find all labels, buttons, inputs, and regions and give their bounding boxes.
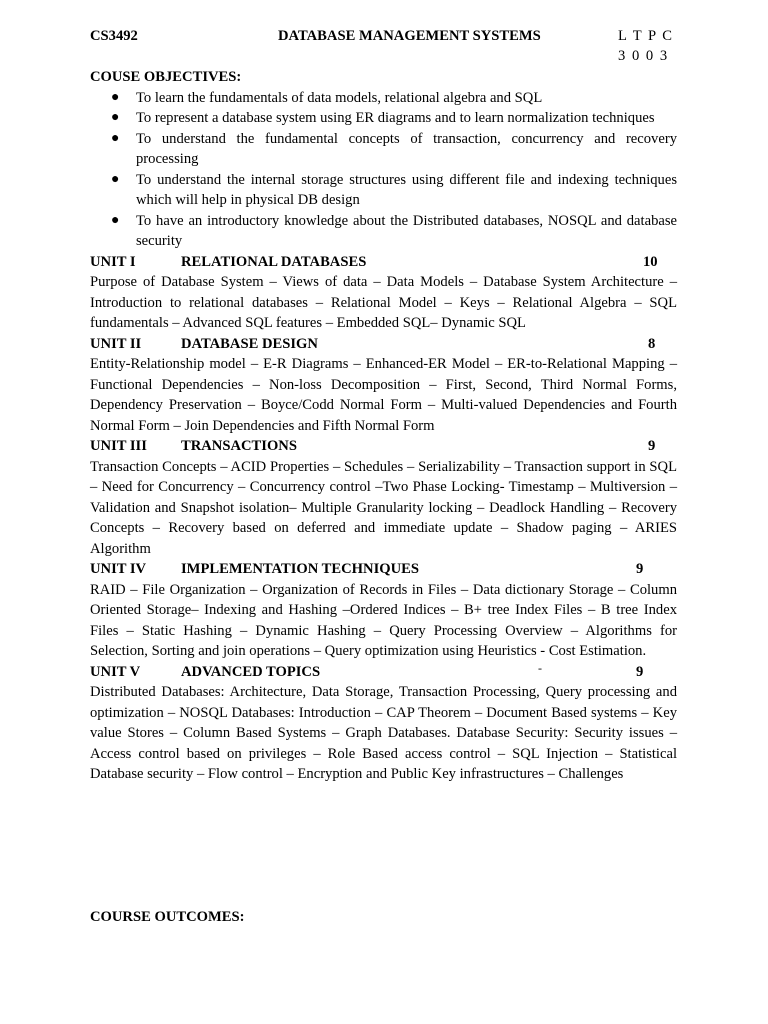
unit-body: Distributed Databases: Architecture, Data Storage, Transaction Processing, Query processing and optimization – NOSQL Databases: Introduction – CAP Theorem – Document Based systems – Key value Stores – Column Based Systems – Graph Databases. Database Security: Security issues – Access control based on privileges – Role Based access control – SQL Injection – Statistical Database security – Flow control – Encryption and Public Key infrastructures – Challenges (90, 684, 677, 782)
bullet-icon: ● (111, 212, 120, 228)
unit-hours: 9 (636, 663, 644, 680)
unit-heading (90, 334, 677, 355)
unit-heading (90, 436, 677, 457)
ltpc-block (618, 26, 674, 66)
unit-title: IMPLEMENTATION TECHNIQUES (181, 561, 419, 577)
unit-hours: 9 (636, 561, 644, 577)
unit-number: UNIT I (90, 253, 136, 270)
unit-title: DATABASE DESIGN (181, 335, 318, 352)
unit-body: Entity-Relationship model – E-R Diagrams – Enhanced-ER Model – ER-to-Relational Mapping – Functional Dependencies – Non-loss Decomposition – First, Second, Third Normal Forms, Dependency Preservation – Boyce/Codd Normal Form – Multi-valued Dependencies and Fourth Normal Form – Join Dependencies and Fifth Normal Form (90, 356, 677, 434)
unit-title: TRANSACTIONS (181, 438, 297, 454)
unit-number: UNIT IV (90, 561, 147, 577)
ltpc-values: 3 0 0 3 (618, 48, 669, 64)
unit-title: ADVANCED TOPICS (181, 663, 321, 680)
objectives-list (90, 88, 677, 252)
unit-hours: 10 (643, 253, 658, 270)
unit-number: UNIT V (90, 663, 141, 680)
unit-hours: 9 (648, 438, 656, 454)
bullet-icon: ● (111, 130, 120, 146)
unit-heading (90, 559, 677, 580)
course-header (90, 26, 680, 66)
syllabus-content (90, 67, 677, 785)
course-code: CS3492 (90, 28, 138, 44)
bullet-icon: ● (111, 89, 120, 105)
unit-body: Purpose of Database System – Views of data – Data Models – Database System Architecture – Introduction to relational databases – Relational Model – Keys – Relational Algebra – SQL fundamentals – Advanced SQL features – Embedded SQL– Dynamic SQL (90, 274, 677, 331)
objective-item: ● To understand the fundamental concepts of transaction, concurrency and recovery processing (111, 130, 677, 167)
unit-number: UNIT III (90, 438, 147, 454)
bullet-icon: ● (111, 110, 120, 125)
unit-heading (90, 252, 677, 273)
objective-item: ● To learn the fundamentals of data models, relational algebra and SQL (136, 88, 677, 109)
objectives-heading: COUSE OBJECTIVES: (90, 69, 242, 85)
objective-item: ● To represent a database system using ER diagrams and to learn normalization techniques (136, 108, 677, 129)
unit-number: UNIT II (90, 335, 142, 352)
course-title: DATABASE MANAGEMENT SYSTEMS (278, 28, 541, 44)
ltpc-labels: L T P C (618, 28, 674, 44)
objective-item: ● To understand the internal storage structures using different file and indexing techniques which will help in physical DB design (111, 171, 677, 208)
outcomes-heading: COURSE OUTCOMES: (90, 909, 245, 925)
unit-heading (90, 662, 677, 683)
unit-body: RAID – File Organization – Organization of Records in Files – Data dictionary Storage – Column Oriented Storage– Indexing and Hashing –Ordered Indices – B+ tree Index Files – B tree Index Files – Static Hashing – Dynamic Hashing – Query Processing Overview – Algorithms for Selection, Sorting and join operations – Query optimization using Heuristics - Cost Estimation. (90, 581, 677, 659)
objective-item: ● To have an introductory knowledge about the Distributed databases, NOSQL and database security (111, 212, 677, 249)
stray-mark: - (538, 661, 542, 675)
unit-title: RELATIONAL DATABASES (181, 253, 367, 270)
unit-body: Transaction Concepts – ACID Properties – Schedules – Serializability – Transaction support in SQL – Need for Concurrency – Concurrency control –Two Phase Locking- Timestamp – Multiversion – Validation and Snapshot isolation– Multiple Granularity locking – Deadlock Handling – Recovery Concepts – Recovery based on deferred and immediate update – Shadow paging – ARIES Algorithm (90, 458, 677, 557)
bullet-icon: ● (111, 171, 120, 187)
unit-hours: 8 (648, 335, 656, 352)
